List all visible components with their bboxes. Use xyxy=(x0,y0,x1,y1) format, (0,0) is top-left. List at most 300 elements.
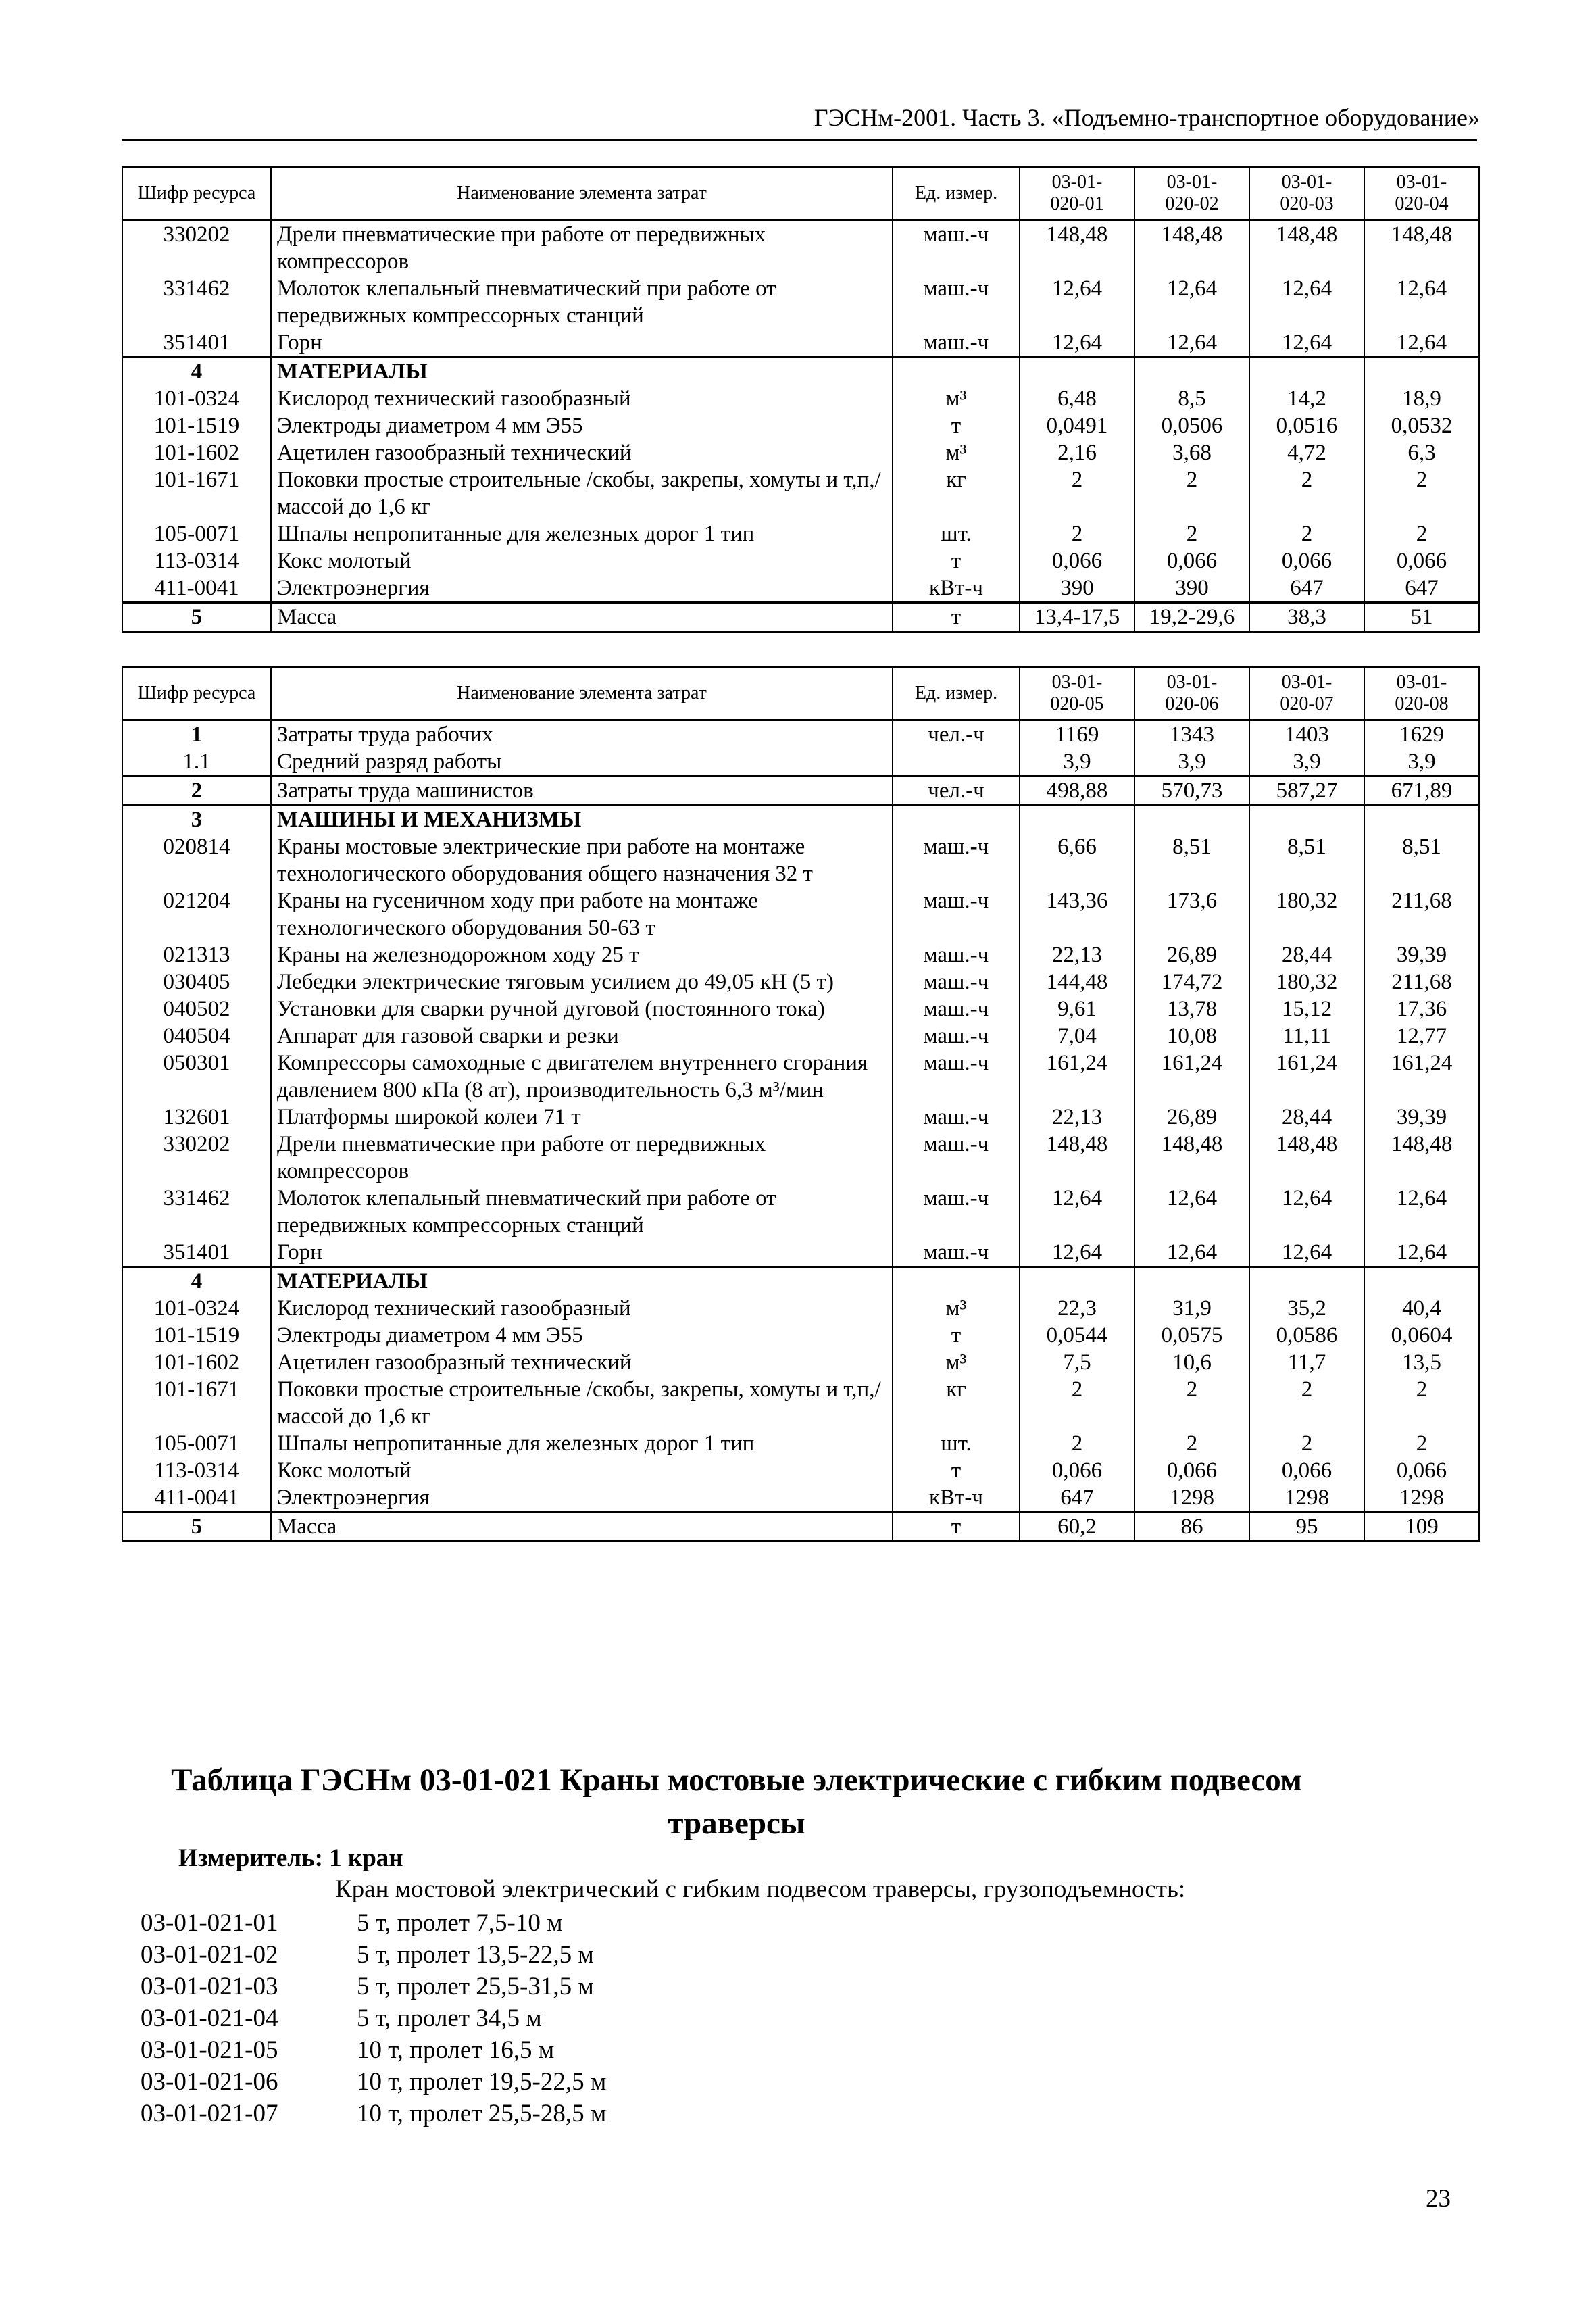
cost-element-name: Краны на гусеничном ходу при работе на монтаже технологического оборудования 50-63 т xyxy=(271,887,893,941)
value-col-4: 2 xyxy=(1364,466,1479,520)
value-col-4: 17,36 xyxy=(1364,995,1479,1023)
header-col-3: 03-01- 020-03 xyxy=(1249,167,1364,220)
cost-element-name: Дрели пневматические при работе от передвижных компрессоров xyxy=(271,1131,893,1185)
table-row xyxy=(122,968,1479,995)
header-name: Наименование элемента затрат xyxy=(271,167,893,220)
unit: т xyxy=(893,603,1020,632)
resource-code: 040504 xyxy=(122,1023,271,1050)
value-col-1: 2,16 xyxy=(1020,439,1134,466)
measurer: Измеритель: 1 кран xyxy=(178,1844,403,1872)
resource-code: 101-1519 xyxy=(122,412,271,439)
value-col-2: 10,6 xyxy=(1134,1349,1249,1376)
value-col-4: 2 xyxy=(1364,1430,1479,1457)
header-rule xyxy=(122,139,1477,141)
resource-code: 132601 xyxy=(122,1104,271,1131)
value-col-2: 13,78 xyxy=(1134,995,1249,1023)
value-col-4: 2 xyxy=(1364,1376,1479,1430)
unit: маш.-ч xyxy=(893,1239,1020,1267)
resource-code: 101-1602 xyxy=(122,439,271,466)
variant-code: 03-01-021-02 xyxy=(141,1941,278,1969)
resource-code: 105-0071 xyxy=(122,520,271,547)
mass-row xyxy=(122,1512,1479,1542)
cost-element-name: Платформы широкой колеи 71 т xyxy=(271,1104,893,1131)
cost-element-name: Кокс молотый xyxy=(271,547,893,574)
cost-element-name: Кислород технический газообразный xyxy=(271,1295,893,1322)
resource-code: 331462 xyxy=(122,275,271,329)
value-col-3: 180,32 xyxy=(1249,968,1364,995)
table-row xyxy=(122,777,1479,806)
unit: маш.-ч xyxy=(893,833,1020,887)
value-col-1: 144,48 xyxy=(1020,968,1134,995)
header-col-3: 03-01- 020-07 xyxy=(1249,667,1364,720)
value-col-3 xyxy=(1249,1267,1364,1296)
value-col-4: 12,77 xyxy=(1364,1023,1479,1050)
value-col-1: 0,066 xyxy=(1020,1457,1134,1484)
unit: шт. xyxy=(893,1430,1020,1457)
value-col-1: 12,64 xyxy=(1020,329,1134,358)
value-col-3: 28,44 xyxy=(1249,941,1364,968)
value-col-4 xyxy=(1364,358,1479,386)
value-col-2: 12,64 xyxy=(1134,329,1249,358)
unit xyxy=(893,1267,1020,1296)
value-col-1: 148,48 xyxy=(1020,220,1134,276)
value-col-3: 12,64 xyxy=(1249,1185,1364,1239)
cost-element-name: Средний разряд работы xyxy=(271,748,893,777)
value-col-3: 35,2 xyxy=(1249,1295,1364,1322)
value-col-1: 12,64 xyxy=(1020,1185,1134,1239)
resource-code: 101-0324 xyxy=(122,1295,271,1322)
value-col-1: 143,36 xyxy=(1020,887,1134,941)
resource-code: 101-1671 xyxy=(122,466,271,520)
value-col-4: 211,68 xyxy=(1364,968,1479,995)
table-row xyxy=(122,1131,1479,1185)
table-row xyxy=(122,720,1479,749)
unit xyxy=(893,806,1020,834)
value-col-2: 8,51 xyxy=(1134,833,1249,887)
variant-list xyxy=(141,1907,606,2130)
header-col-1: 03-01- 020-05 xyxy=(1020,667,1134,720)
value-col-2: 390 xyxy=(1134,574,1249,603)
variant-description: 10 т, пролет 25,5-28,5 м xyxy=(357,2100,607,2127)
resource-code: 330202 xyxy=(122,1131,271,1185)
cost-element-name: Затраты труда рабочих xyxy=(271,720,893,749)
header-col-4: 03-01- 020-08 xyxy=(1364,667,1479,720)
cost-element-name: Ацетилен газообразный технический xyxy=(271,439,893,466)
value-col-2: 19,2-29,6 xyxy=(1134,603,1249,632)
value-col-3: 3,9 xyxy=(1249,748,1364,777)
unit: м³ xyxy=(893,385,1020,412)
value-col-1 xyxy=(1020,806,1134,834)
value-col-3: 180,32 xyxy=(1249,887,1364,941)
value-col-2: 2 xyxy=(1134,520,1249,547)
value-col-1: 7,04 xyxy=(1020,1023,1134,1050)
value-col-4: 39,39 xyxy=(1364,941,1479,968)
resource-code: 050301 xyxy=(122,1050,271,1104)
variant-description: 5 т, пролет 34,5 м xyxy=(357,2004,542,2032)
value-col-3: 148,48 xyxy=(1249,1131,1364,1185)
unit: маш.-ч xyxy=(893,329,1020,358)
value-col-2: 12,64 xyxy=(1134,275,1249,329)
value-col-4: 18,9 xyxy=(1364,385,1479,412)
cost-element-name: Дрели пневматические при работе от передвижных компрессоров xyxy=(271,220,893,276)
value-col-4: 0,066 xyxy=(1364,1457,1479,1484)
value-col-2: 86 xyxy=(1134,1512,1249,1542)
cost-element-name: Масса xyxy=(271,1512,893,1542)
value-col-3: 15,12 xyxy=(1249,995,1364,1023)
unit: маш.-ч xyxy=(893,275,1020,329)
value-col-3: 1298 xyxy=(1249,1484,1364,1512)
resource-code: 020814 xyxy=(122,833,271,887)
value-col-4: 8,51 xyxy=(1364,833,1479,887)
value-col-1: 390 xyxy=(1020,574,1134,603)
value-col-4: 671,89 xyxy=(1364,777,1479,806)
table-row xyxy=(122,1322,1479,1349)
variant-code: 03-01-021-01 xyxy=(141,1909,278,1937)
cost-element-name: Молоток клепальный пневматический при работе от передвижных компрессорных станций xyxy=(271,275,893,329)
value-col-2: 26,89 xyxy=(1134,1104,1249,1131)
unit: маш.-ч xyxy=(893,1131,1020,1185)
resource-code: 411-0041 xyxy=(122,574,271,603)
value-col-1: 2 xyxy=(1020,1430,1134,1457)
value-col-3: 8,51 xyxy=(1249,833,1364,887)
header-unit: Ед. измер. xyxy=(893,667,1020,720)
value-col-1: 0,0491 xyxy=(1020,412,1134,439)
cost-element-name: Горн xyxy=(271,329,893,358)
value-col-2: 1298 xyxy=(1134,1484,1249,1512)
value-col-1: 12,64 xyxy=(1020,275,1134,329)
resource-table-2 xyxy=(122,666,1480,1542)
table-row xyxy=(122,1484,1479,1512)
value-col-1: 0,066 xyxy=(1020,547,1134,574)
value-col-1: 161,24 xyxy=(1020,1050,1134,1104)
cost-element-name: Горн xyxy=(271,1239,893,1267)
resource-code: 1.1 xyxy=(122,748,271,777)
cost-element-name: Молоток клепальный пневматический при работе от передвижных компрессорных станций xyxy=(271,1185,893,1239)
value-col-4 xyxy=(1364,1267,1479,1296)
value-col-2: 0,066 xyxy=(1134,547,1249,574)
value-col-4: 13,5 xyxy=(1364,1349,1479,1376)
table-row xyxy=(122,1050,1479,1104)
value-col-2: 570,73 xyxy=(1134,777,1249,806)
table-row xyxy=(122,275,1479,329)
value-col-4: 51 xyxy=(1364,603,1479,632)
table-row xyxy=(122,439,1479,466)
cost-element-name: МАШИНЫ И МЕХАНИЗМЫ xyxy=(271,806,893,834)
value-col-1: 22,13 xyxy=(1020,1104,1134,1131)
cost-element-name: Шпалы непропитанные для железных дорог 1 тип xyxy=(271,1430,893,1457)
table-row xyxy=(122,385,1479,412)
table-row xyxy=(122,1104,1479,1131)
variant-code: 03-01-021-03 xyxy=(141,1973,278,2000)
resource-code: 4 xyxy=(122,1267,271,1296)
value-col-4: 12,64 xyxy=(1364,329,1479,358)
table-row xyxy=(122,941,1479,968)
variant-code: 03-01-021-04 xyxy=(141,2004,278,2032)
header-name: Наименование элемента затрат xyxy=(271,667,893,720)
value-col-4: 40,4 xyxy=(1364,1295,1479,1322)
value-col-2: 8,5 xyxy=(1134,385,1249,412)
unit: маш.-ч xyxy=(893,968,1020,995)
table-row xyxy=(122,995,1479,1023)
variant-item xyxy=(141,2002,606,2034)
cost-element-name: Поковки простые строительные /скобы, закрепы, хомуты и т,п,/ массой до 1,6 кг xyxy=(271,1376,893,1430)
resource-code: 3 xyxy=(122,806,271,834)
table-row xyxy=(122,748,1479,777)
cost-element-name: Затраты труда машинистов xyxy=(271,777,893,806)
table-row xyxy=(122,520,1479,547)
unit: кг xyxy=(893,466,1020,520)
unit: т xyxy=(893,412,1020,439)
cost-element-name: Масса xyxy=(271,603,893,632)
value-col-1: 7,5 xyxy=(1020,1349,1134,1376)
variant-description: 10 т, пролет 19,5-22,5 м xyxy=(357,2068,607,2096)
value-col-2: 26,89 xyxy=(1134,941,1249,968)
variant-description: 5 т, пролет 7,5-10 м xyxy=(357,1909,563,1937)
value-col-2: 3,9 xyxy=(1134,748,1249,777)
cost-element-name: Лебедки электрические тяговым усилием до 49,05 кН (5 т) xyxy=(271,968,893,995)
section-row xyxy=(122,358,1479,386)
cost-element-name: Шпалы непропитанные для железных дорог 1 тип xyxy=(271,520,893,547)
value-col-2: 173,6 xyxy=(1134,887,1249,941)
unit: чел.-ч xyxy=(893,777,1020,806)
resource-code: 4 xyxy=(122,358,271,386)
value-col-3: 0,0586 xyxy=(1249,1322,1364,1349)
unit: м³ xyxy=(893,1349,1020,1376)
value-col-1: 2 xyxy=(1020,466,1134,520)
section-row xyxy=(122,806,1479,834)
value-col-1: 2 xyxy=(1020,520,1134,547)
table-row xyxy=(122,329,1479,358)
resource-code: 351401 xyxy=(122,1239,271,1267)
value-col-1: 9,61 xyxy=(1020,995,1134,1023)
header-code: Шифр ресурса xyxy=(122,167,271,220)
variant-code: 03-01-021-05 xyxy=(141,2036,278,2064)
header-col-1: 03-01- 020-01 xyxy=(1020,167,1134,220)
value-col-3: 11,11 xyxy=(1249,1023,1364,1050)
table-row xyxy=(122,1023,1479,1050)
value-col-1: 22,13 xyxy=(1020,941,1134,968)
unit: шт. xyxy=(893,520,1020,547)
value-col-3: 161,24 xyxy=(1249,1050,1364,1104)
value-col-3: 2 xyxy=(1249,520,1364,547)
value-col-2: 2 xyxy=(1134,1430,1249,1457)
table-row xyxy=(122,833,1479,887)
cost-element-name: Ацетилен газообразный технический xyxy=(271,1349,893,1376)
value-col-1: 6,48 xyxy=(1020,385,1134,412)
resource-code: 331462 xyxy=(122,1185,271,1239)
table-header-row xyxy=(122,167,1479,220)
value-col-3: 0,066 xyxy=(1249,547,1364,574)
resource-code: 030405 xyxy=(122,968,271,995)
variant-code: 03-01-021-07 xyxy=(141,2100,278,2127)
variant-item xyxy=(141,1907,606,1939)
variant-item xyxy=(141,1939,606,1971)
value-col-4: 0,0604 xyxy=(1364,1322,1479,1349)
value-col-4: 148,48 xyxy=(1364,1131,1479,1185)
value-col-4: 161,24 xyxy=(1364,1050,1479,1104)
running-header: ГЭСНм-2001. Часть 3. «Подъемно-транспортное оборудование» xyxy=(814,104,1480,131)
value-col-4: 211,68 xyxy=(1364,887,1479,941)
cost-element-name: Краны мостовые электрические при работе на монтаже технологического оборудования общего назначения 32 т xyxy=(271,833,893,887)
unit: маш.-ч xyxy=(893,1050,1020,1104)
value-col-3: 2 xyxy=(1249,1430,1364,1457)
value-col-3: 38,3 xyxy=(1249,603,1364,632)
value-col-1: 3,9 xyxy=(1020,748,1134,777)
value-col-4: 39,39 xyxy=(1364,1104,1479,1131)
variant-item xyxy=(141,2066,606,2098)
unit: т xyxy=(893,547,1020,574)
value-col-2: 2 xyxy=(1134,466,1249,520)
resource-code: 351401 xyxy=(122,329,271,358)
unit: маш.-ч xyxy=(893,995,1020,1023)
table-row xyxy=(122,547,1479,574)
resource-code: 101-0324 xyxy=(122,385,271,412)
value-col-1: 498,88 xyxy=(1020,777,1134,806)
value-col-3: 1403 xyxy=(1249,720,1364,749)
resource-code: 021313 xyxy=(122,941,271,968)
header-col-2: 03-01- 020-06 xyxy=(1134,667,1249,720)
value-col-2: 12,64 xyxy=(1134,1185,1249,1239)
cost-element-name: Краны на железнодорожном ходу 25 т xyxy=(271,941,893,968)
value-col-2 xyxy=(1134,1267,1249,1296)
value-col-2: 161,24 xyxy=(1134,1050,1249,1104)
value-col-2: 148,48 xyxy=(1134,1131,1249,1185)
resource-code: 101-1519 xyxy=(122,1322,271,1349)
unit: т xyxy=(893,1512,1020,1542)
value-col-2 xyxy=(1134,358,1249,386)
value-col-3: 2 xyxy=(1249,1376,1364,1430)
cost-element-name: Установки для сварки ручной дуговой (постоянного тока) xyxy=(271,995,893,1023)
value-col-3: 148,48 xyxy=(1249,220,1364,276)
value-col-2: 31,9 xyxy=(1134,1295,1249,1322)
cost-element-name: Поковки простые строительные /скобы, закрепы, хомуты и т,п,/ массой до 1,6 кг xyxy=(271,466,893,520)
resource-code: 2 xyxy=(122,777,271,806)
resource-code: 5 xyxy=(122,603,271,632)
table-row xyxy=(122,1376,1479,1430)
value-col-1: 12,64 xyxy=(1020,1239,1134,1267)
value-col-3: 95 xyxy=(1249,1512,1364,1542)
value-col-1 xyxy=(1020,358,1134,386)
unit: чел.-ч xyxy=(893,720,1020,749)
value-col-4: 12,64 xyxy=(1364,275,1479,329)
unit: т xyxy=(893,1322,1020,1349)
value-col-4: 12,64 xyxy=(1364,1185,1479,1239)
resource-code: 1 xyxy=(122,720,271,749)
header-code: Шифр ресурса xyxy=(122,667,271,720)
unit xyxy=(893,748,1020,777)
table-title: Таблица ГЭСНм 03-01-021 Краны мостовые электрические с гибким подвесом траверсы xyxy=(171,1763,1302,1841)
value-col-1: 6,66 xyxy=(1020,833,1134,887)
value-col-3: 0,066 xyxy=(1249,1457,1364,1484)
value-col-1: 148,48 xyxy=(1020,1131,1134,1185)
value-col-4: 1629 xyxy=(1364,720,1479,749)
value-col-1: 0,0544 xyxy=(1020,1322,1134,1349)
value-col-4: 12,64 xyxy=(1364,1239,1479,1267)
value-col-4: 0,066 xyxy=(1364,547,1479,574)
value-col-2: 0,0506 xyxy=(1134,412,1249,439)
value-col-1: 60,2 xyxy=(1020,1512,1134,1542)
value-col-4: 6,3 xyxy=(1364,439,1479,466)
value-col-4: 3,9 xyxy=(1364,748,1479,777)
value-col-4: 109 xyxy=(1364,1512,1479,1542)
cost-element-name: Электроды диаметром 4 мм Э55 xyxy=(271,1322,893,1349)
value-col-3: 2 xyxy=(1249,466,1364,520)
variant-code: 03-01-021-06 xyxy=(141,2068,278,2096)
cost-element-name: Аппарат для газовой сварки и резки xyxy=(271,1023,893,1050)
mass-row xyxy=(122,603,1479,632)
value-col-4: 647 xyxy=(1364,574,1479,603)
cost-element-name: Электроэнергия xyxy=(271,574,893,603)
table-row xyxy=(122,1185,1479,1239)
value-col-3: 14,2 xyxy=(1249,385,1364,412)
cost-element-name: Кокс молотый xyxy=(271,1457,893,1484)
page-number: 23 xyxy=(1426,2185,1451,2213)
cost-element-name: Электроэнергия xyxy=(271,1484,893,1512)
value-col-2: 0,0575 xyxy=(1134,1322,1249,1349)
unit: кВт-ч xyxy=(893,1484,1020,1512)
resource-code: 113-0314 xyxy=(122,1457,271,1484)
variant-item xyxy=(141,1971,606,2002)
header-col-4: 03-01- 020-04 xyxy=(1364,167,1479,220)
table-row xyxy=(122,220,1479,276)
unit: маш.-ч xyxy=(893,220,1020,276)
table-row xyxy=(122,466,1479,520)
value-col-2: 10,08 xyxy=(1134,1023,1249,1050)
value-col-2: 1343 xyxy=(1134,720,1249,749)
value-col-2: 3,68 xyxy=(1134,439,1249,466)
resource-code: 021204 xyxy=(122,887,271,941)
resource-code: 101-1671 xyxy=(122,1376,271,1430)
value-col-2 xyxy=(1134,806,1249,834)
value-col-1: 2 xyxy=(1020,1376,1134,1430)
value-col-3: 11,7 xyxy=(1249,1349,1364,1376)
value-col-2: 12,64 xyxy=(1134,1239,1249,1267)
unit: маш.-ч xyxy=(893,1104,1020,1131)
crane-description: Кран мостовой электрический с гибким подвесом траверсы, грузоподъемность: xyxy=(335,1875,1186,1903)
unit: м³ xyxy=(893,439,1020,466)
value-col-3 xyxy=(1249,358,1364,386)
value-col-4: 148,48 xyxy=(1364,220,1479,276)
variant-description: 10 т, пролет 16,5 м xyxy=(357,2036,555,2064)
variant-description: 5 т, пролет 25,5-31,5 м xyxy=(357,1973,594,2000)
unit: кг xyxy=(893,1376,1020,1430)
value-col-4: 1298 xyxy=(1364,1484,1479,1512)
table-row xyxy=(122,1457,1479,1484)
value-col-1: 13,4-17,5 xyxy=(1020,603,1134,632)
cost-element-name: Кислород технический газообразный xyxy=(271,385,893,412)
table-row xyxy=(122,1239,1479,1267)
unit: маш.-ч xyxy=(893,1023,1020,1050)
unit: маш.-ч xyxy=(893,1185,1020,1239)
unit: маш.-ч xyxy=(893,887,1020,941)
value-col-2: 0,066 xyxy=(1134,1457,1249,1484)
unit: маш.-ч xyxy=(893,941,1020,968)
table-row xyxy=(122,1295,1479,1322)
header-unit: Ед. измер. xyxy=(893,167,1020,220)
table-row xyxy=(122,1349,1479,1376)
cost-element-name: Компрессоры самоходные с двигателем внутреннего сгорания давлением 800 кПа (8 ат), производительность 6,3 м³/мин xyxy=(271,1050,893,1104)
header-col-2: 03-01- 020-02 xyxy=(1134,167,1249,220)
resource-code: 101-1602 xyxy=(122,1349,271,1376)
value-col-3: 12,64 xyxy=(1249,275,1364,329)
variant-description: 5 т, пролет 13,5-22,5 м xyxy=(357,1941,594,1969)
cost-element-name: МАТЕРИАЛЫ xyxy=(271,358,893,386)
section-row xyxy=(122,1267,1479,1296)
resource-table-1 xyxy=(122,166,1480,633)
unit: м³ xyxy=(893,1295,1020,1322)
resource-code: 5 xyxy=(122,1512,271,1542)
cost-element-name: МАТЕРИАЛЫ xyxy=(271,1267,893,1296)
